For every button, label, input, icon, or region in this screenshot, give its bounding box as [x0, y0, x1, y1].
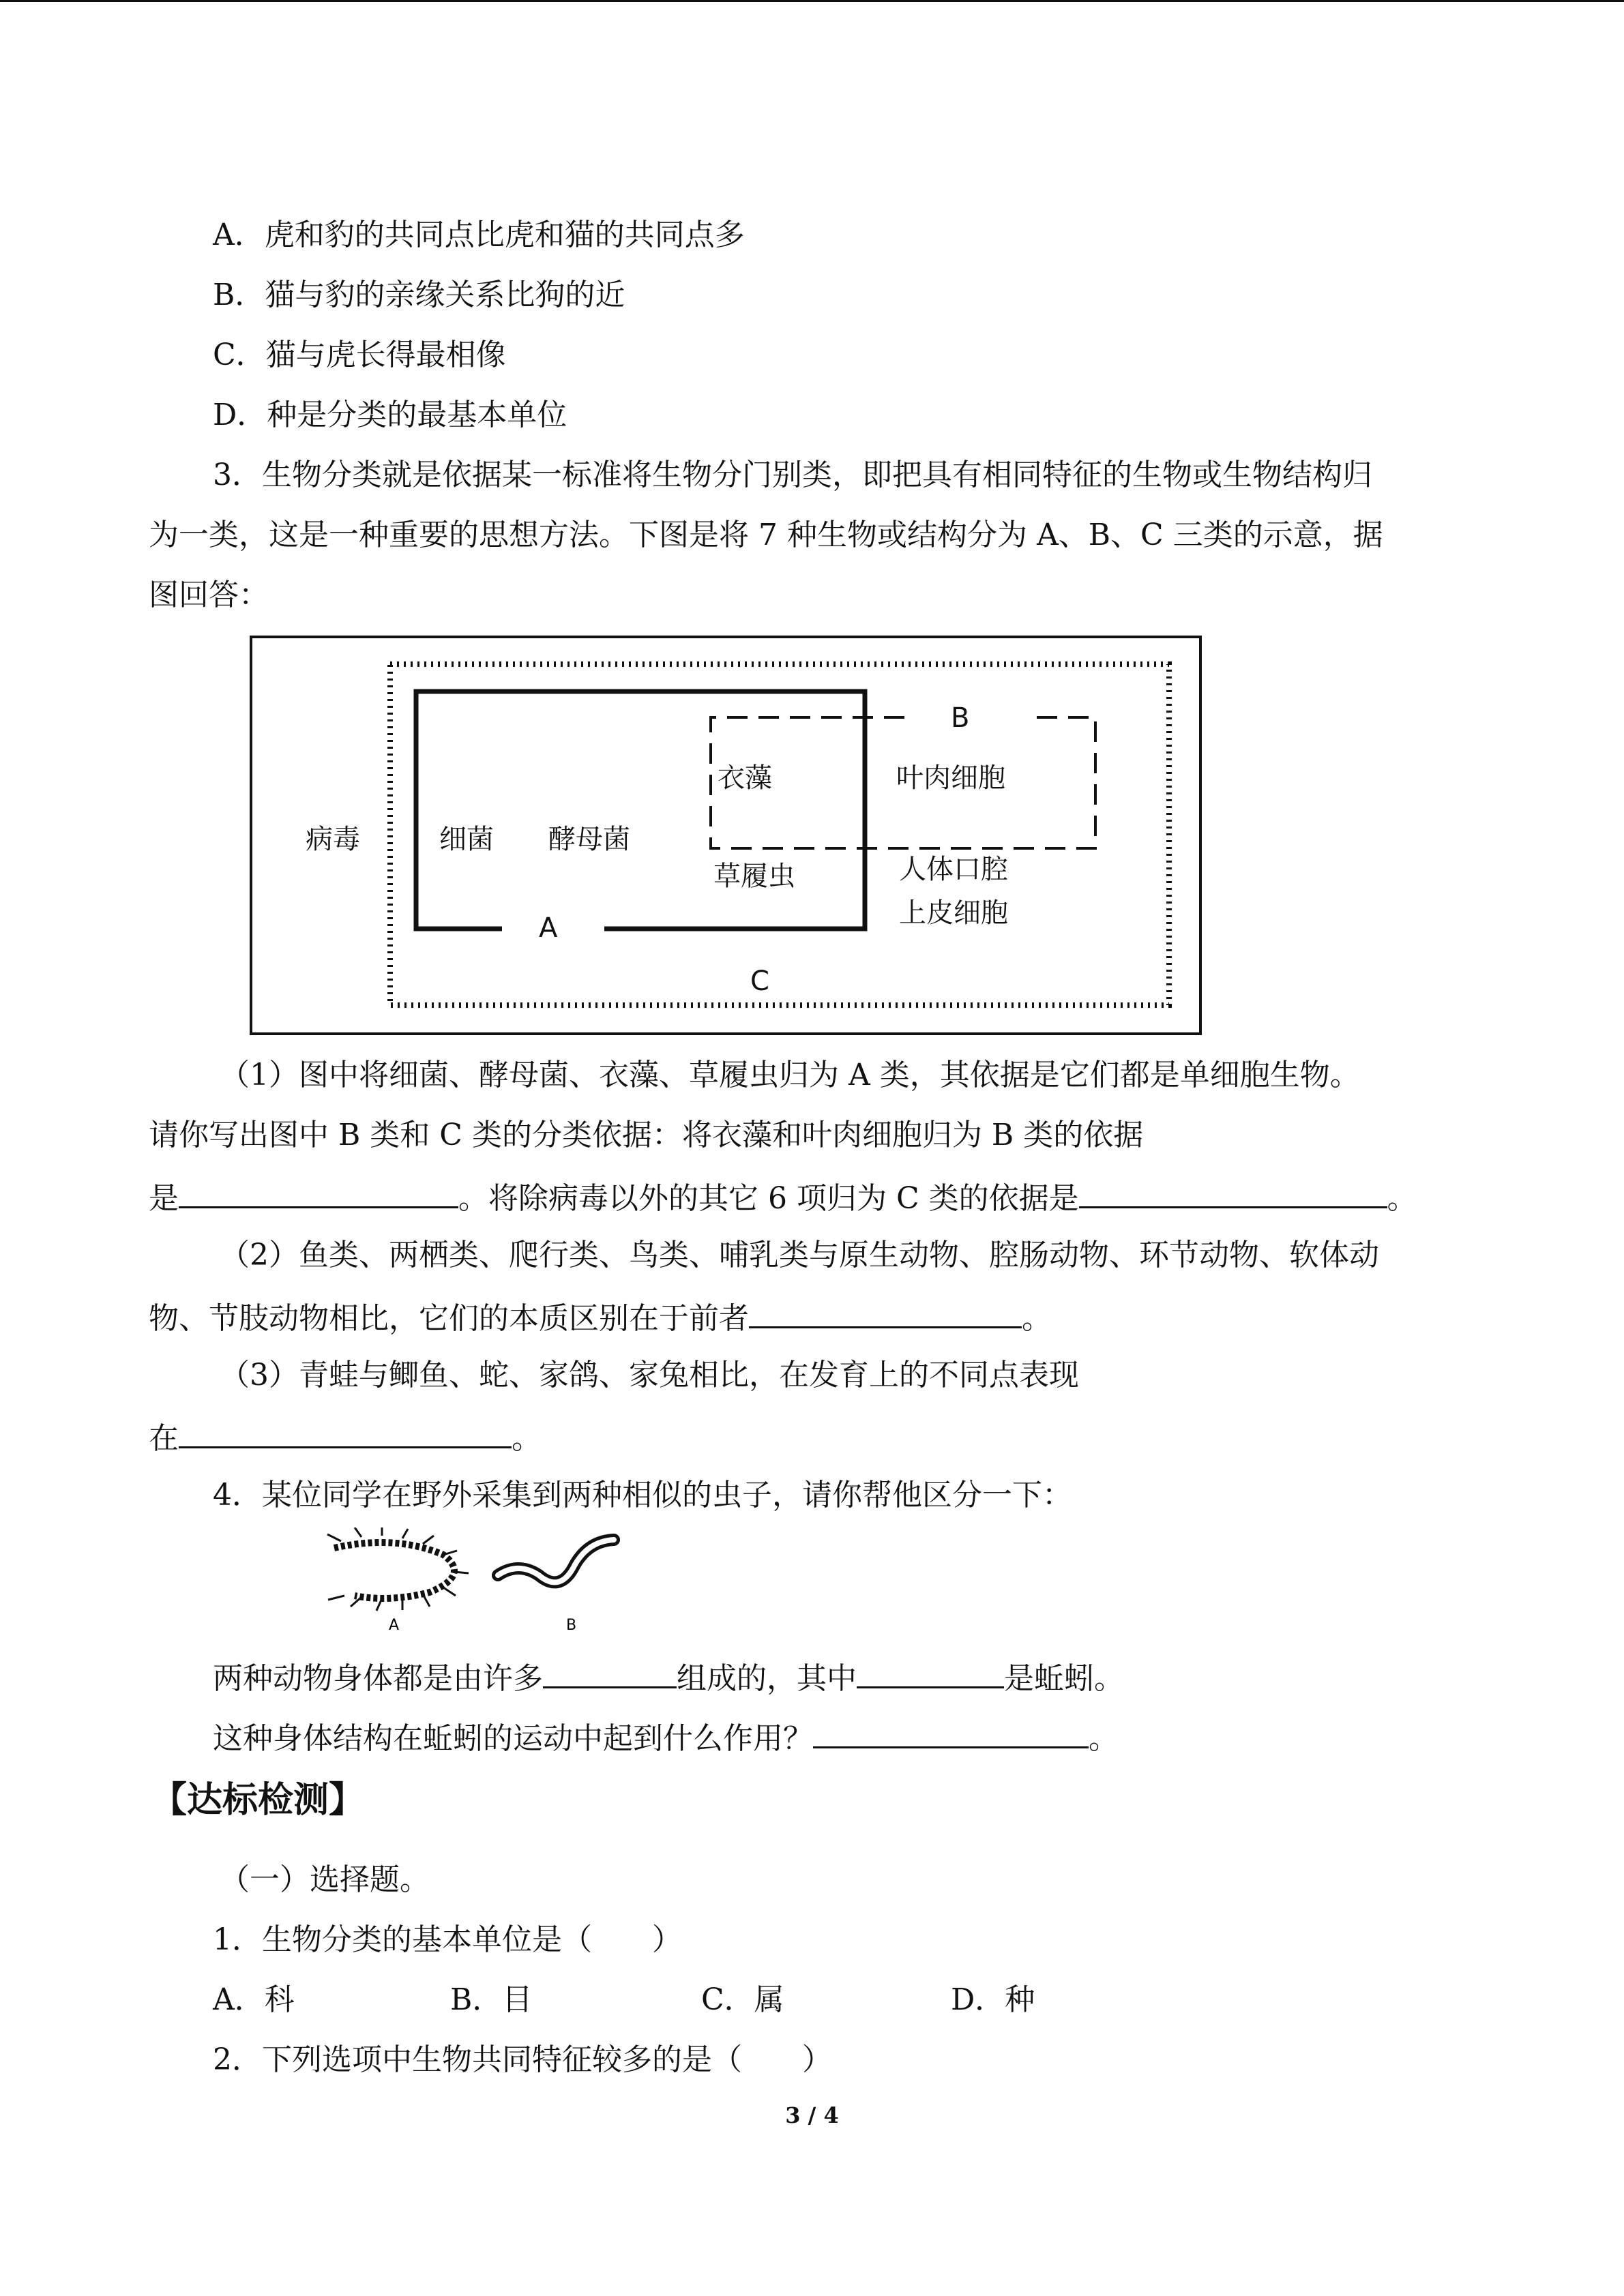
q4-line3: 这种身体结构在蚯蚓的运动中起到什么作用？ 。: [213, 1715, 1119, 1759]
option-a: A．虎和豹的共同点比虎和猫的共同点多: [213, 218, 745, 252]
answer-blank-which[interactable]: [857, 1655, 1004, 1688]
page-number: 3 / 4: [785, 2102, 839, 2128]
label-b: B: [951, 702, 970, 734]
section-q2: 2．下列选项中生物共同特征较多的是（ ）: [213, 2042, 832, 2077]
label-yeast: 酵母菌: [548, 824, 630, 855]
earthworm-figure: [498, 1540, 614, 1582]
diagram-frame: [251, 637, 1200, 1034]
q3-line1: 3．生物分类就是依据某一标准将生物分门别类，即把具有相同特征的生物或生物结构归: [213, 458, 1372, 492]
label-a: A: [539, 912, 558, 944]
answer-blank-sub2[interactable]: [749, 1295, 1022, 1328]
img-label-b: B: [566, 1617, 577, 1634]
option-c: C．猫与虎长得最相像: [213, 338, 506, 372]
answer-blank-segments[interactable]: [543, 1655, 677, 1688]
q3-line3: 图回答：: [149, 578, 269, 612]
label-lichen: 衣藻: [718, 762, 772, 794]
q3-line2: 为一类，这是一种重要的思想方法。下图是将 7 种生物或结构分为 A、B、C 三类的示意，据: [149, 518, 1383, 552]
section-subtitle: （一）选择题。: [220, 1862, 430, 1897]
q3-sub1-line2: 请你写出图中 B 类和 C 类的分类依据：将衣藻和叶肉细胞归为 B 类的依据: [149, 1118, 1144, 1152]
label-virus: 病毒: [306, 824, 360, 855]
q4-line2: 两种动物身体都是由许多 组成的，其中 是蚯蚓。: [213, 1655, 1124, 1699]
label-mesophyll: 叶肉细胞: [896, 762, 1005, 794]
img-label-a: A: [389, 1617, 400, 1634]
insects-image: [314, 1527, 655, 1637]
classification-diagram: [250, 636, 1202, 1035]
q3-sub1-line3: 是 。将除病毒以外的其它 6 项归为 C 类的依据是 。: [149, 1175, 1417, 1219]
section-q1-opt-d: D．种: [951, 1982, 1035, 2017]
label-c: C: [750, 966, 769, 997]
label-paramecium: 草履虫: [713, 861, 795, 892]
q3-sub3-line2: 在 。: [149, 1415, 542, 1459]
centipede-figure: [327, 1527, 469, 1611]
section-q1-opt-b: B．目: [450, 1982, 533, 2017]
box-a: [416, 691, 865, 929]
section-title: 【达标检测】: [151, 1779, 365, 1821]
top-border: [0, 0, 1624, 2]
label-oral-2: 上皮细胞: [899, 897, 1008, 929]
answer-blank-c[interactable]: [1079, 1175, 1387, 1208]
q4-line1: 4．某位同学在野外采集到两种相似的虫子，请你帮他区分一下：: [213, 1478, 1072, 1512]
box-c: [390, 664, 1169, 1005]
option-b: B．猫与豹的亲缘关系比狗的近: [213, 278, 625, 312]
section-q1: 1．生物分类的基本单位是（ ）: [213, 1922, 682, 1957]
section-q1-opt-c: C．属: [701, 1982, 784, 2017]
q3-sub1-line1: （1）图中将细菌、酵母菌、衣藻、草履虫归为 A 类，其依据是它们都是单细胞生物。: [220, 1058, 1360, 1092]
q3-sub2-line2: 物、节肢动物相比，它们的本质区别在于前者 。: [149, 1295, 1052, 1339]
answer-blank-b[interactable]: [179, 1175, 458, 1208]
q3-sub2-line1: （2）鱼类、两栖类、爬行类、鸟类、哺乳类与原生动物、腔肠动物、环节动物、软体动: [220, 1238, 1379, 1272]
option-d: D．种是分类的最基本单位: [213, 398, 567, 432]
label-bacteria: 细菌: [439, 824, 494, 855]
section-q1-opt-a: A．科: [213, 1982, 295, 2017]
answer-blank-function[interactable]: [813, 1715, 1089, 1748]
label-oral-1: 人体口腔: [899, 854, 1008, 885]
q3-sub3-line1: （3）青蛙与鲫鱼、蛇、家鸽、家兔相比，在发育上的不同点表现: [220, 1358, 1079, 1392]
answer-blank-sub3[interactable]: [179, 1415, 512, 1448]
